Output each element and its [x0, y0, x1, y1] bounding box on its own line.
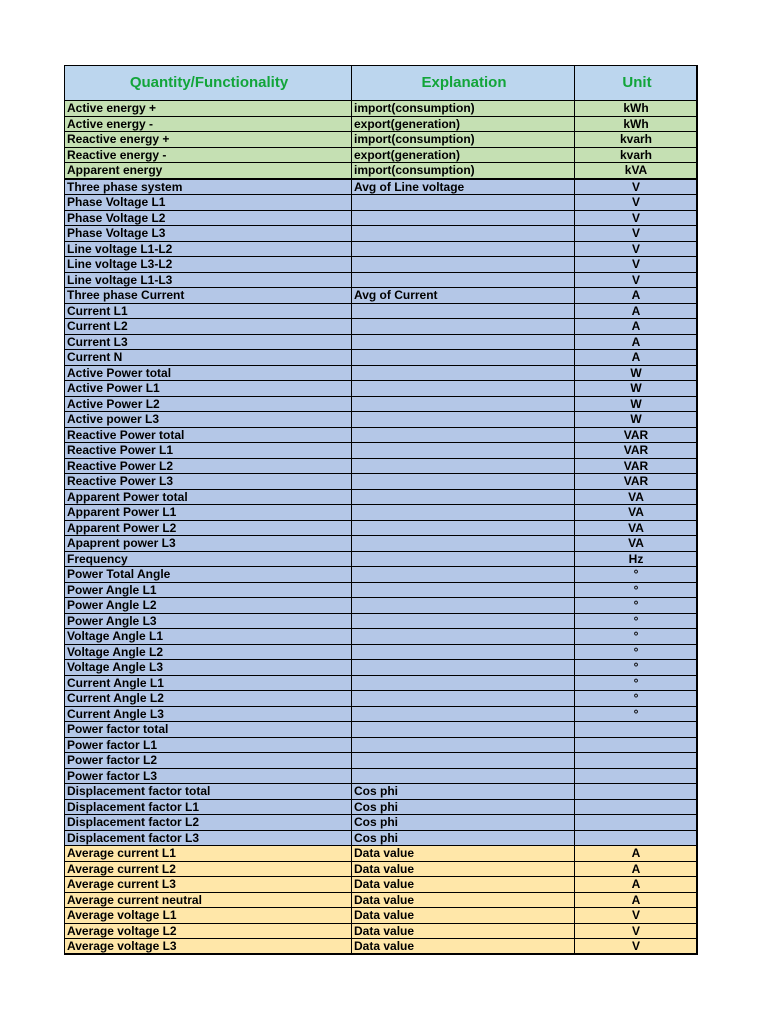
cell-quantity: Displacement factor total: [65, 784, 352, 800]
cell-explanation: Data value: [352, 892, 575, 908]
cell-explanation: [352, 195, 575, 211]
table-row: [65, 830, 698, 846]
cell-unit: W: [575, 381, 698, 397]
table-row: [65, 116, 698, 132]
cell-unit: V: [575, 241, 698, 257]
cell-quantity: Average voltage L2: [65, 923, 352, 939]
cell-unit: kvarh: [575, 132, 698, 148]
table-row: [65, 908, 698, 924]
cell-unit: V: [575, 210, 698, 226]
table-row: [65, 846, 698, 862]
cell-quantity: Active Power L2: [65, 396, 352, 412]
cell-quantity: Reactive Power L3: [65, 474, 352, 490]
cell-quantity: Average voltage L3: [65, 939, 352, 955]
cell-unit: A: [575, 350, 698, 366]
cell-explanation: import(consumption): [352, 101, 575, 117]
cell-explanation: [352, 210, 575, 226]
table-row: [65, 396, 698, 412]
table-row: [65, 892, 698, 908]
cell-unit: V: [575, 939, 698, 955]
table-row: [65, 132, 698, 148]
cell-unit: [575, 815, 698, 831]
cell-quantity: Line voltage L1-L2: [65, 241, 352, 257]
cell-quantity: Power Angle L3: [65, 613, 352, 629]
cell-quantity: Reactive Power L2: [65, 458, 352, 474]
table-row: [65, 644, 698, 660]
cell-unit: A: [575, 892, 698, 908]
cell-explanation: Cos phi: [352, 815, 575, 831]
cell-quantity: Current Angle L2: [65, 691, 352, 707]
table-row: [65, 799, 698, 815]
table-row: [65, 179, 698, 195]
cell-quantity: Apparent energy: [65, 163, 352, 179]
cell-quantity: Current L2: [65, 319, 352, 335]
cell-explanation: [352, 582, 575, 598]
cell-quantity: Apparent Power L2: [65, 520, 352, 536]
cell-explanation: [352, 334, 575, 350]
cell-unit: °: [575, 582, 698, 598]
table-header-row: [65, 66, 698, 101]
table-row: [65, 551, 698, 567]
cell-quantity: Power factor L3: [65, 768, 352, 784]
cell-explanation: [352, 722, 575, 738]
table-row: [65, 598, 698, 614]
table-row: [65, 489, 698, 505]
cell-explanation: [352, 257, 575, 273]
cell-quantity: Phase Voltage L1: [65, 195, 352, 211]
cell-quantity: Active Power L1: [65, 381, 352, 397]
cell-unit: A: [575, 303, 698, 319]
cell-unit: °: [575, 598, 698, 614]
cell-unit: °: [575, 691, 698, 707]
cell-unit: °: [575, 629, 698, 645]
cell-explanation: [352, 536, 575, 552]
cell-quantity: Voltage Angle L2: [65, 644, 352, 660]
cell-quantity: Power Total Angle: [65, 567, 352, 583]
cell-explanation: export(generation): [352, 147, 575, 163]
table-row: [65, 815, 698, 831]
table-row: [65, 163, 698, 179]
cell-unit: [575, 737, 698, 753]
table-body: [65, 101, 698, 955]
cell-unit: °: [575, 644, 698, 660]
cell-unit: VA: [575, 536, 698, 552]
cell-explanation: Avg of Current: [352, 288, 575, 304]
table-row: [65, 706, 698, 722]
cell-quantity: Voltage Angle L3: [65, 660, 352, 676]
table-row: [65, 272, 698, 288]
cell-explanation: [352, 350, 575, 366]
cell-quantity: Phase Voltage L2: [65, 210, 352, 226]
table-row: [65, 147, 698, 163]
cell-quantity: Apparent Power total: [65, 489, 352, 505]
table-row: [65, 784, 698, 800]
table-row: [65, 675, 698, 691]
cell-explanation: [352, 505, 575, 521]
cell-unit: VAR: [575, 443, 698, 459]
table-row: [65, 303, 698, 319]
cell-explanation: Avg of Line voltage: [352, 179, 575, 195]
cell-explanation: import(consumption): [352, 163, 575, 179]
table-row: [65, 629, 698, 645]
cell-explanation: [352, 443, 575, 459]
cell-unit: kVA: [575, 163, 698, 179]
cell-unit: VA: [575, 520, 698, 536]
cell-explanation: [352, 412, 575, 428]
cell-explanation: [352, 737, 575, 753]
cell-unit: VA: [575, 505, 698, 521]
table-row: [65, 753, 698, 769]
cell-quantity: Active energy +: [65, 101, 352, 117]
cell-explanation: [352, 272, 575, 288]
cell-quantity: Three phase Current: [65, 288, 352, 304]
cell-explanation: [352, 660, 575, 676]
cell-quantity: Reactive energy -: [65, 147, 352, 163]
table-row: [65, 195, 698, 211]
cell-explanation: [352, 381, 575, 397]
cell-quantity: Average current L2: [65, 861, 352, 877]
cell-explanation: [352, 241, 575, 257]
cell-unit: VAR: [575, 458, 698, 474]
table-row: [65, 861, 698, 877]
header-unit: Unit: [575, 66, 698, 101]
cell-explanation: [352, 319, 575, 335]
cell-quantity: Current L1: [65, 303, 352, 319]
table-row: [65, 877, 698, 893]
cell-unit: [575, 799, 698, 815]
cell-unit: A: [575, 861, 698, 877]
table-row: [65, 939, 698, 955]
cell-explanation: [352, 644, 575, 660]
cell-explanation: [352, 613, 575, 629]
cell-quantity: Voltage Angle L1: [65, 629, 352, 645]
cell-quantity: Power factor L1: [65, 737, 352, 753]
cell-quantity: Apparent Power L1: [65, 505, 352, 521]
cell-quantity: Active Power total: [65, 365, 352, 381]
cell-unit: °: [575, 706, 698, 722]
cell-unit: A: [575, 319, 698, 335]
cell-unit: [575, 784, 698, 800]
cell-unit: V: [575, 226, 698, 242]
cell-quantity: Active power L3: [65, 412, 352, 428]
cell-unit: V: [575, 923, 698, 939]
cell-explanation: [352, 675, 575, 691]
cell-explanation: [352, 691, 575, 707]
cell-explanation: [352, 629, 575, 645]
cell-explanation: [352, 598, 575, 614]
cell-quantity: Frequency: [65, 551, 352, 567]
table-row: [65, 365, 698, 381]
cell-unit: A: [575, 334, 698, 350]
table-row: [65, 226, 698, 242]
table-row: [65, 768, 698, 784]
cell-unit: °: [575, 675, 698, 691]
cell-explanation: export(generation): [352, 116, 575, 132]
cell-quantity: Active energy -: [65, 116, 352, 132]
cell-explanation: Cos phi: [352, 830, 575, 846]
cell-explanation: [352, 427, 575, 443]
cell-unit: W: [575, 396, 698, 412]
table-row: [65, 210, 698, 226]
table-row: [65, 334, 698, 350]
table-row: [65, 737, 698, 753]
cell-explanation: Cos phi: [352, 784, 575, 800]
table-row: [65, 319, 698, 335]
table-row: [65, 458, 698, 474]
cell-explanation: [352, 567, 575, 583]
table-row: [65, 567, 698, 583]
table-row: [65, 350, 698, 366]
cell-explanation: Data value: [352, 846, 575, 862]
cell-explanation: Cos phi: [352, 799, 575, 815]
cell-explanation: [352, 768, 575, 784]
cell-unit: A: [575, 846, 698, 862]
cell-quantity: Reactive Power total: [65, 427, 352, 443]
cell-unit: W: [575, 412, 698, 428]
cell-explanation: Data value: [352, 861, 575, 877]
table-row: [65, 520, 698, 536]
cell-unit: A: [575, 877, 698, 893]
cell-quantity: Line voltage L1-L3: [65, 272, 352, 288]
table-row: [65, 474, 698, 490]
cell-quantity: Displacement factor L1: [65, 799, 352, 815]
cell-quantity: Power factor L2: [65, 753, 352, 769]
cell-unit: [575, 830, 698, 846]
cell-explanation: import(consumption): [352, 132, 575, 148]
table-row: [65, 613, 698, 629]
cell-explanation: Data value: [352, 939, 575, 955]
cell-explanation: [352, 489, 575, 505]
header-explanation: Explanation: [352, 66, 575, 101]
cell-explanation: [352, 396, 575, 412]
cell-explanation: Data value: [352, 923, 575, 939]
cell-quantity: Current N: [65, 350, 352, 366]
table-row: [65, 582, 698, 598]
cell-explanation: [352, 551, 575, 567]
cell-explanation: [352, 520, 575, 536]
cell-explanation: [352, 303, 575, 319]
cell-unit: VAR: [575, 427, 698, 443]
cell-unit: V: [575, 908, 698, 924]
cell-unit: °: [575, 660, 698, 676]
table-row: [65, 427, 698, 443]
cell-unit: VA: [575, 489, 698, 505]
table-row: [65, 505, 698, 521]
cell-quantity: Average voltage L1: [65, 908, 352, 924]
cell-quantity: Average current neutral: [65, 892, 352, 908]
cell-unit: A: [575, 288, 698, 304]
cell-quantity: Line voltage L3-L2: [65, 257, 352, 273]
cell-quantity: Reactive energy +: [65, 132, 352, 148]
cell-explanation: [352, 753, 575, 769]
cell-explanation: Data value: [352, 877, 575, 893]
table-row: [65, 691, 698, 707]
cell-unit: °: [575, 613, 698, 629]
table-row: [65, 660, 698, 676]
cell-unit: kWh: [575, 101, 698, 117]
cell-explanation: [352, 458, 575, 474]
cell-quantity: Current Angle L3: [65, 706, 352, 722]
table-row: [65, 536, 698, 552]
table-row: [65, 443, 698, 459]
cell-quantity: Current L3: [65, 334, 352, 350]
cell-unit: V: [575, 272, 698, 288]
cell-quantity: Displacement factor L2: [65, 815, 352, 831]
table-row: [65, 241, 698, 257]
table-row: [65, 722, 698, 738]
cell-quantity: Power Angle L1: [65, 582, 352, 598]
cell-quantity: Average current L1: [65, 846, 352, 862]
cell-explanation: [352, 474, 575, 490]
cell-explanation: [352, 706, 575, 722]
cell-unit: VAR: [575, 474, 698, 490]
table-row: [65, 257, 698, 273]
cell-quantity: Average current L3: [65, 877, 352, 893]
cell-explanation: [352, 226, 575, 242]
cell-unit: Hz: [575, 551, 698, 567]
table-row: [65, 412, 698, 428]
cell-unit: [575, 722, 698, 738]
cell-unit: [575, 768, 698, 784]
cell-unit: V: [575, 195, 698, 211]
cell-quantity: Phase Voltage L3: [65, 226, 352, 242]
quantity-table: [64, 65, 698, 955]
cell-quantity: Power factor total: [65, 722, 352, 738]
table-row: [65, 101, 698, 117]
cell-unit: kWh: [575, 116, 698, 132]
cell-quantity: Reactive Power L1: [65, 443, 352, 459]
cell-explanation: Data value: [352, 908, 575, 924]
cell-unit: W: [575, 365, 698, 381]
cell-quantity: Displacement factor L3: [65, 830, 352, 846]
cell-unit: kvarh: [575, 147, 698, 163]
cell-unit: V: [575, 257, 698, 273]
header-quantity: Quantity/Functionality: [65, 66, 352, 101]
cell-quantity: Apaprent power L3: [65, 536, 352, 552]
table-row: [65, 288, 698, 304]
cell-unit: [575, 753, 698, 769]
cell-quantity: Power Angle L2: [65, 598, 352, 614]
table-row: [65, 923, 698, 939]
cell-unit: V: [575, 179, 698, 195]
cell-quantity: Current Angle L1: [65, 675, 352, 691]
cell-explanation: [352, 365, 575, 381]
cell-quantity: Three phase system: [65, 179, 352, 195]
cell-unit: °: [575, 567, 698, 583]
table-row: [65, 381, 698, 397]
